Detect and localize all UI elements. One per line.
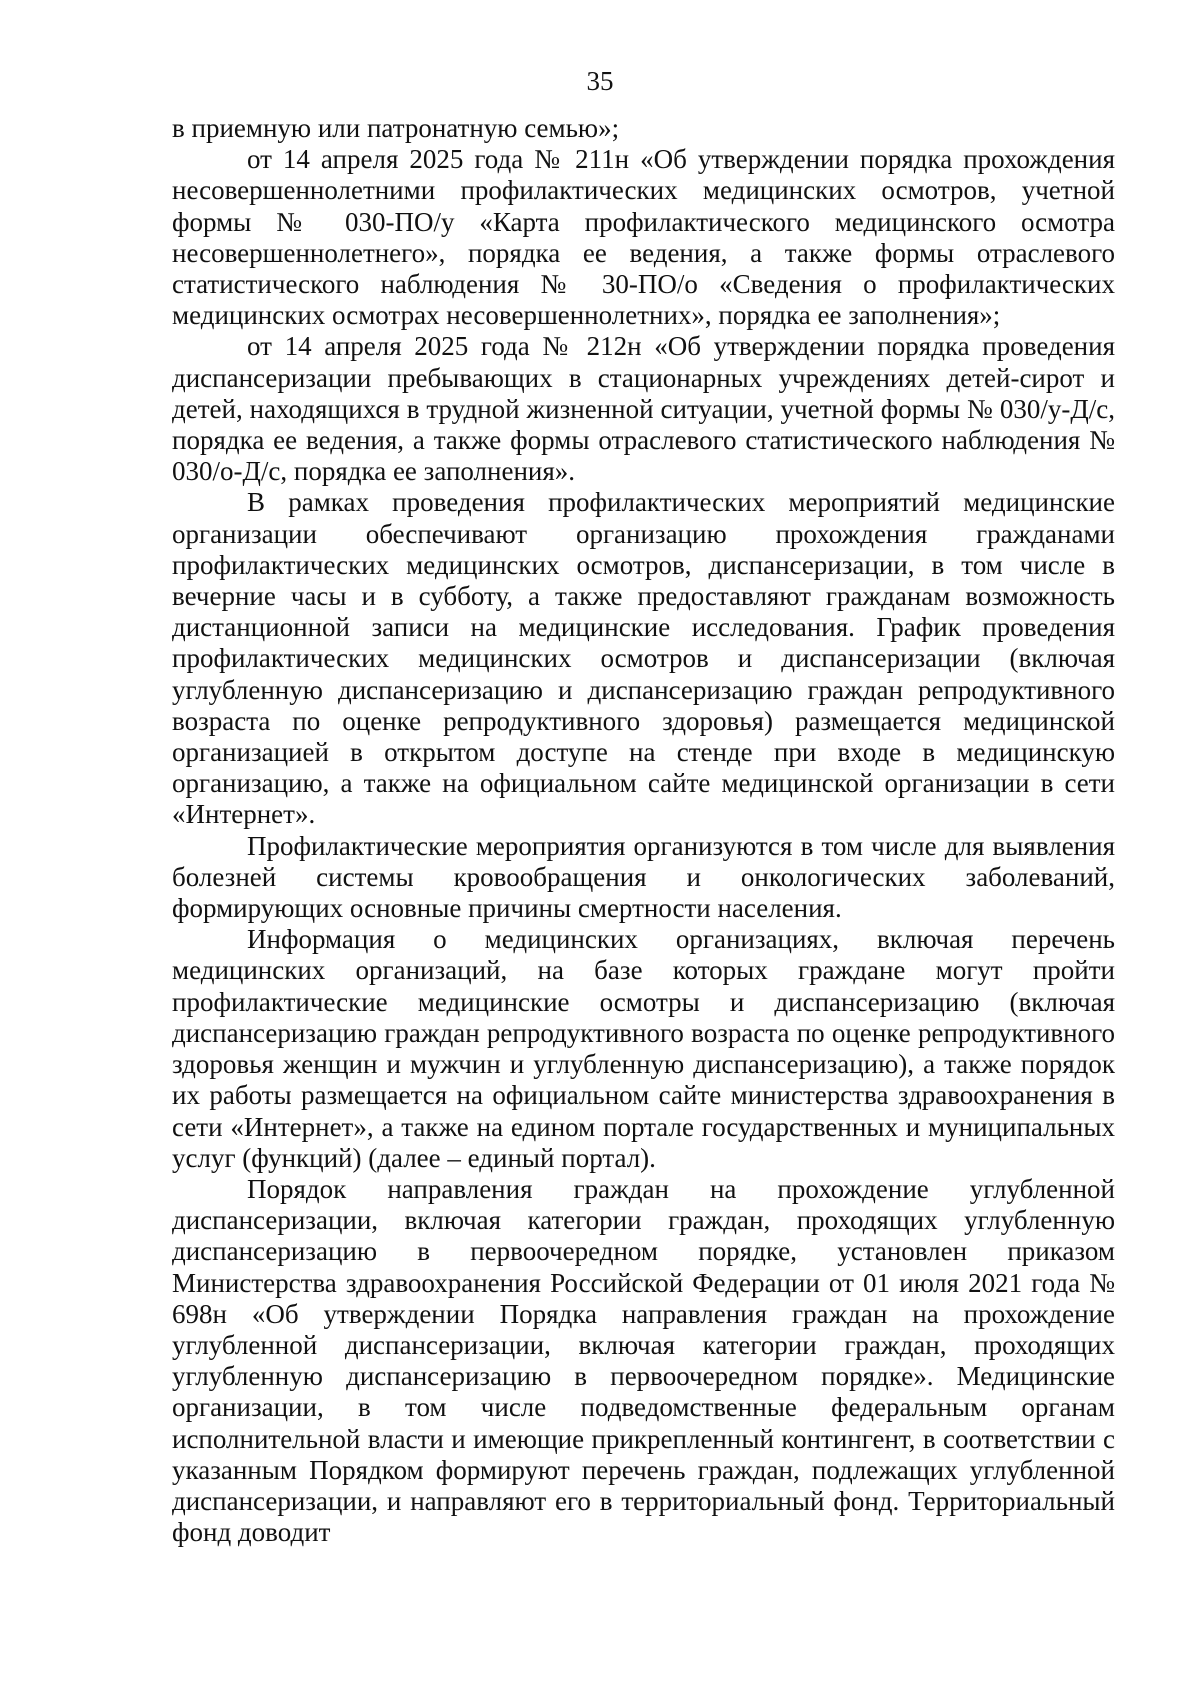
document-body xyxy=(172,113,1115,1548)
paragraph-order-211n: от 14 апреля 2025 года № 211н «Об утверждении порядка прохождения несовершеннолетними профилактических медицинских осмотров, учетной формы № 030-ПО/у «Карта профилактического медицинского осмотра несовершеннолетнего», порядка ее ведения, а также формы отраслевого статистического наблюдения № 30-ПО/о «Сведения о профилактических медицинских осмотрах несовершеннолетних», порядка ее заполнения»; xyxy=(172,144,1115,331)
paragraph-organizations-info: Информация о медицинских организациях, включая перечень медицинских организаций, на базе которых граждане могут пройти профилактические медицинские осмотры и диспансеризацию (включая диспансеризацию граждан репродуктивного возраста по оценке репродуктивного здоровья женщин и мужчин и углубленную диспансеризацию), а также порядок их работы размещается на официальном сайте министерства здравоохранения в сети «Интернет», а также на едином портале государственных и муниципальных услуг (функций) (далее – единый портал). xyxy=(172,924,1115,1173)
paragraph-preventive-goals: Профилактические мероприятия организуются в том числе для выявления болезней системы кровообращения и онкологических заболеваний, формирующих основные причины смертности населения. xyxy=(172,830,1115,924)
page-number: 35 xyxy=(586,66,614,96)
paragraph-order-212n: от 14 апреля 2025 года № 212н «Об утверждении порядка проведения диспансеризации пребывающих в стационарных учреждениях детей-сирот и детей, находящихся в трудной жизненной ситуации, учетной формы № 030/у-Д/с, порядка ее ведения, а также формы отраслевого статистического наблюдения № 030/о-Д/с, порядка ее заполнения». xyxy=(172,331,1115,487)
paragraph-in-depth-screening: Порядок направления граждан на прохождение углубленной диспансеризации, включая категории граждан, проходящих углубленную диспансеризацию в первоочередном порядке, установлен приказом Министерства здравоохранения Российской Федерации от 01 июля 2021 года № 698н «Об утверждении Порядка направления граждан на прохождение углубленной диспансеризации, включая категории граждан, проходящих углубленную диспансеризацию в первоочередном порядке». Медицинские организации, в том числе подведомственные федеральным органам исполнительной власти и имеющие прикрепленный контингент, в соответствии с указанным Порядком формируют перечень граждан, подлежащих углубленной диспансеризации, и направляют его в территориальный фонд. Территориальный фонд доводит xyxy=(172,1173,1115,1548)
paragraph-preventive-measures: В рамках проведения профилактических мероприятий медицинские организации обеспечивают организацию прохождения гражданами профилактических медицинских осмотров, диспансеризации, в том числе в вечерние часы и в субботу, а также предоставляют гражданам возможность дистанционной записи на медицинские исследования. График проведения профилактических медицинских осмотров и диспансеризации (включая углубленную диспансеризацию и диспансеризацию граждан репродуктивного возраста по оценке репродуктивного здоровья) размещается медицинской организацией в открытом доступе на стенде при входе в медицинскую организацию, а также на официальном сайте медицинской организации в сети «Интернет». xyxy=(172,487,1115,830)
paragraph-continuation: в приемную или патронатную семью»; xyxy=(172,113,620,143)
